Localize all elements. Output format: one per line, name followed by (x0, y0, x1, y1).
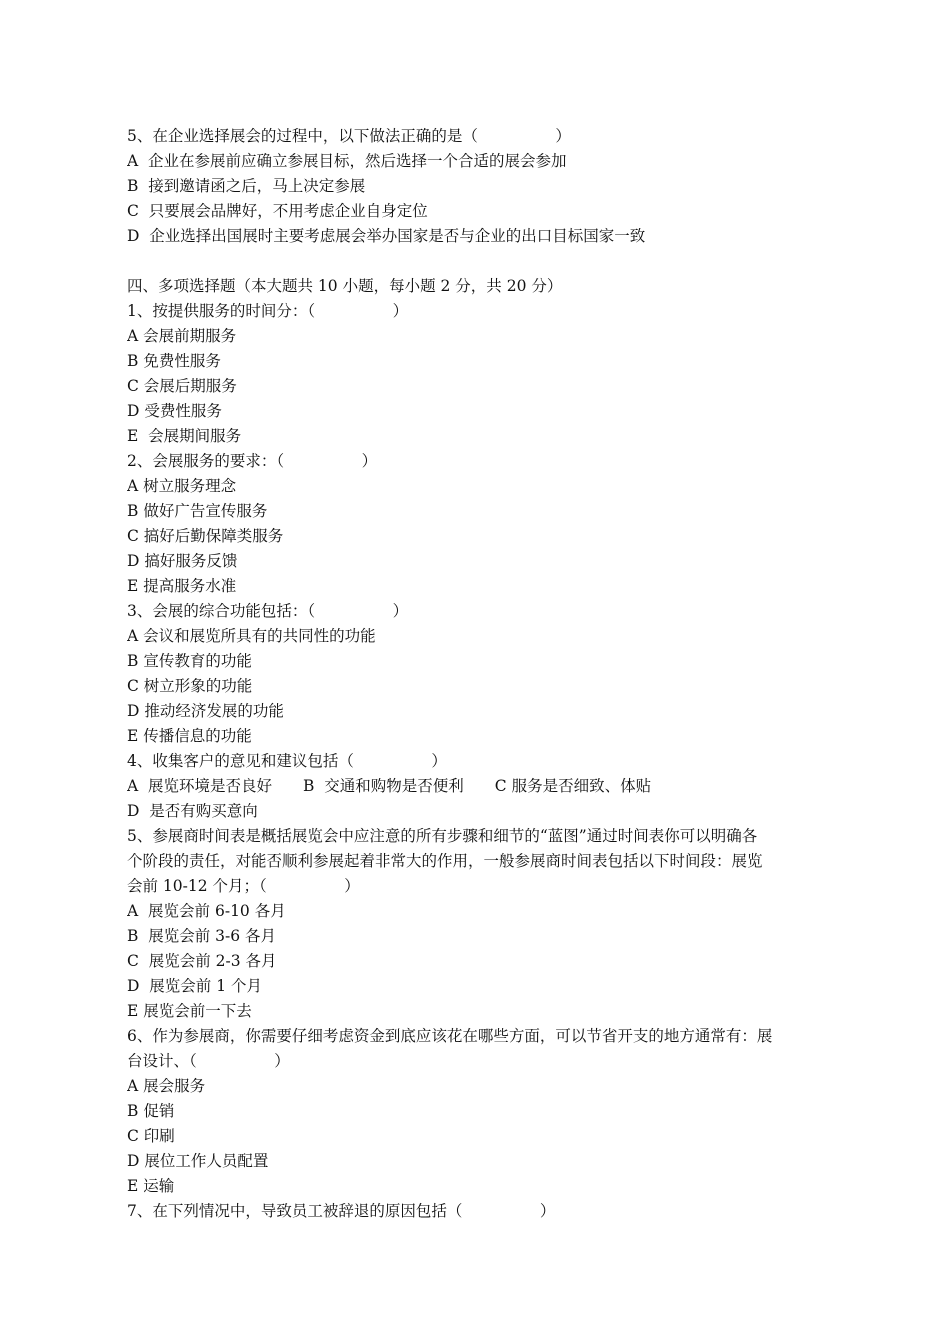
q1-stem: 1、按提供服务的时间分：（ ） (127, 302, 409, 320)
document-body (127, 124, 830, 1224)
q1-option-a: A 会展前期服务 (127, 327, 237, 345)
q6-option-b: B 促销 (127, 1102, 175, 1120)
q3-option-a: A 会议和展览所具有的共同性的功能 (127, 627, 376, 645)
q4-stem: 4、收集客户的意见和建议包括（ ） (127, 752, 447, 770)
q5-stem-line-2: 个阶段的责任，对能否顺利参展起着非常大的作用，一般参展商时间表包括以下时间段：展览 (127, 852, 763, 870)
q5-single-option-c: C 只要展会品牌好，不用考虑企业自身定位 (127, 202, 428, 220)
q4-option-d: D 是否有购买意向 (127, 802, 258, 820)
q5-option-b: B 展览会前 3-6 各月 (127, 927, 277, 945)
q1-option-d: D 受费性服务 (127, 402, 222, 420)
q2-option-b: B 做好广告宣传服务 (127, 502, 268, 520)
q2-option-d: D 搞好服务反馈 (127, 552, 238, 570)
q3-option-e: E 传播信息的功能 (127, 727, 252, 745)
q5-stem-line-1: 5、参展商时间表是概括展览会中应注意的所有步骤和细节的“蓝图”通过时间表你可以明确各 (127, 827, 758, 845)
q3-stem: 3、会展的综合功能包括：（ ） (127, 602, 409, 620)
q6-option-a: A 展会服务 (127, 1077, 206, 1095)
q5-single-stem: 5、在企业选择展会的过程中，以下做法正确的是（ ） (127, 127, 571, 145)
q2-option-e: E 提高服务水准 (127, 577, 237, 595)
q6-option-e: E 运输 (127, 1177, 175, 1195)
q3-option-d: D 推动经济发展的功能 (127, 702, 284, 720)
q6-stem-line-2: 台设计、（ ） (127, 1052, 290, 1070)
q5-single-option-a: A 企业在参展前应确立参展目标，然后选择一个合适的展会参加 (127, 152, 567, 170)
q6-option-d: D 展位工作人员配置 (127, 1152, 269, 1170)
q5-option-c: C 展览会前 2-3 各月 (127, 952, 277, 970)
section-heading: 四、多项选择题（本大题共 10 小题，每小题 2 分，共 20 分） (127, 277, 563, 295)
q5-option-a: A 展览会前 6-10 各月 (127, 902, 286, 920)
q5-single-option-d: D 企业选择出国展时主要考虑展会举办国家是否与企业的出口目标国家一致 (127, 227, 646, 245)
q5-single-option-b: B 接到邀请函之后，马上决定参展 (127, 177, 366, 195)
q3-option-c: C 树立形象的功能 (127, 677, 253, 695)
q6-stem-line-1: 6、作为参展商，你需要仔细考虑资金到底应该花在哪些方面，可以节省开支的地方通常有：展 (127, 1027, 773, 1045)
q1-option-e: E 会展期间服务 (127, 427, 242, 445)
q2-option-c: C 搞好后勤保障类服务 (127, 527, 284, 545)
q2-option-a: A 树立服务理念 (127, 477, 237, 495)
blank-line (127, 249, 830, 274)
q1-option-b: B 免费性服务 (127, 352, 221, 370)
q7-stem: 7、在下列情况中，导致员工被辞退的原因包括（ ） (127, 1202, 556, 1220)
q5-stem-line-3: 会前 10-12 个月；（ ） (127, 877, 360, 895)
q1-option-c: C 会展后期服务 (127, 377, 237, 395)
q2-stem: 2、会展服务的要求：（ ） (127, 452, 378, 470)
q5-option-d: D 展览会前 1 个月 (127, 977, 262, 995)
q4-options-abc: A 展览环境是否良好 B 交通和购物是否便利 C 服务是否细致、体贴 (127, 777, 652, 795)
q3-option-b: B 宣传教育的功能 (127, 652, 252, 670)
q6-option-c: C 印刷 (127, 1127, 175, 1145)
q5-option-e: E 展览会前一下去 (127, 1002, 252, 1020)
